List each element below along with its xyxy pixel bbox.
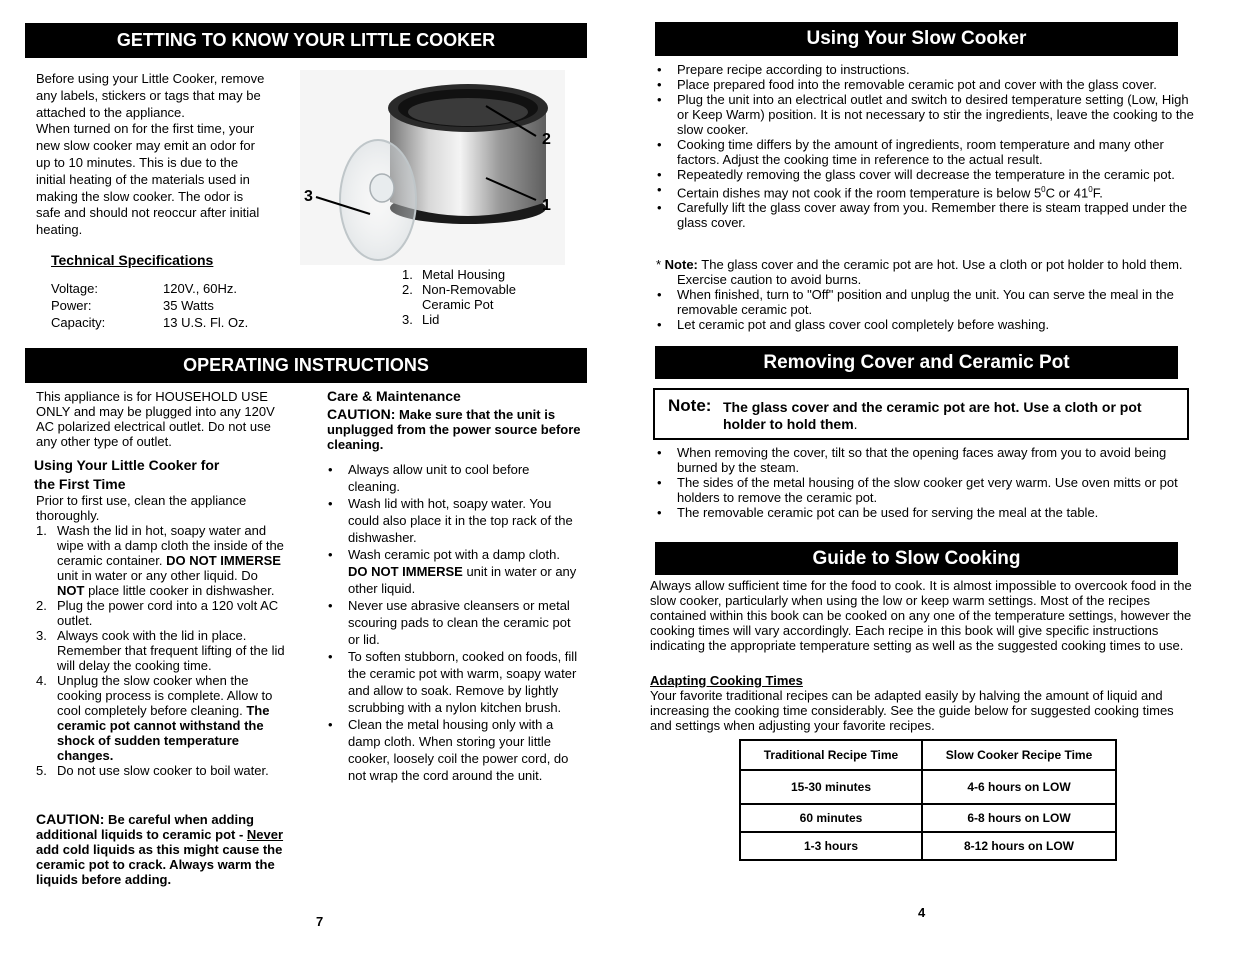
parts-list: 1. Metal Housing 2. Non-Removable Ceramic Pot 3. Lid [402,267,516,327]
list-item: • Wash lid with hot, soapy water. You could also place it in the top rack of the dishwasher. [326,495,582,546]
header-guide-slow-cooking: Guide to Slow Cooking [655,542,1178,575]
header-operating-instructions: OPERATING INSTRUCTIONS [25,348,587,383]
tech-spec-title: Technical Specifications [51,252,214,268]
table-cell: 6-8 hours on LOW [922,804,1116,832]
list-item: • Let ceramic pot and glass cover cool completely before washing. [655,317,1200,332]
adapting-text: Your favorite traditional recipes can be adapted easily by halving the amount of liquid and increasing the cooking time considerably. See the guide below for suggested cooking times and settings when adjusting your favorite recipes. [650,688,1174,733]
list-item: • Certain dishes may not cook if the room temperature is below $5^0C$ or $41^0F$. [655,182,1200,200]
care-title: Care & Maintenance [327,388,461,404]
slow-cooker-illustration [300,70,565,265]
callout-2: 2 [542,131,551,148]
table-header: Traditional Recipe Time [740,740,922,770]
table-cell: 4-6 hours on LOW [922,770,1116,804]
using-list [655,62,1200,230]
list-item: • When removing the cover, tilt so that the opening faces away from you to avoid being burned by the steam. [655,445,1195,475]
table-cell: 1-3 hours [740,832,922,860]
list-item: • The sides of the metal housing of the slow cooker get very warm. Use oven mitts or pot holders to remove the ceramic pot. [655,475,1195,505]
table-row [740,832,1116,860]
list-item: • Repeatedly removing the glass cover will decrease the temperature in the ceramic pot. [655,167,1200,182]
using-list-end [655,287,1200,332]
list-item: • To soften stubborn, cooked on foods, fill the ceramic pot with warm, soapy water and allow to soak. Remove by lightly scrubbing with a nylon kitchen brush. [326,648,582,716]
table-cell: 60 minutes [740,804,922,832]
list-item: • Prepare recipe according to instructions. [655,62,1200,77]
cooking-times-table [739,739,1117,861]
list-item: • Plug the unit into an electrical outlet and switch to desired temperature setting (Low, High or Keep Warm) position. It is not necessary to stir the ingredients, leave the cooking to the slow cooker. [655,92,1200,137]
first-time-title: Using Your Little Cooker for the First Time [34,457,220,492]
list-item: • Never use abrasive cleansers or metal scouring pads to clean the ceramic pot or lid. [326,597,582,648]
caution-liquids: CAUTION: Be careful when adding additional liquids to ceramic pot - Never add cold liquids as this might cause the ceramic pot to crack. Always warm the liquids before adding. [36,811,284,887]
list-item: • Always allow unit to cool before cleaning. [326,461,582,495]
household-use-text: This appliance is for HOUSEHOLD USE ONLY and may be plugged into any 120V AC polarized electrical outlet. Do not use any other type of outlet. [36,389,275,449]
using-note: * Note: The glass cover and the ceramic pot are hot. Use a cloth or pot holder to hold them. Exercise caution to avoid burns. [656,257,1183,287]
note-text: The glass cover and the ceramic pot are hot. Use a cloth or pot holder to hold them. [723,399,1142,432]
care-list [326,461,582,784]
note-label: Note: [668,396,712,415]
table-row [740,804,1116,832]
callout-3: 3 [304,188,313,205]
header-using-slow-cooker: Using Your Slow Cooker [655,22,1178,56]
list-item: • The removable ceramic pot can be used for serving the meal at the table. [655,505,1195,520]
list-item: • Wash ceramic pot with a damp cloth. DO NOT IMMERSE unit in water or any other liquid. [326,546,582,597]
adapting-title: Adapting Cooking Times [650,673,803,688]
callout-1: 1 [542,197,551,214]
tech-specs: Voltage: 120V., 60Hz. Power: 35 Watts Capacity: 13 U.S. Fl. Oz. [51,281,249,330]
guide-text: Always allow sufficient time for the food to cook. It is almost impossible to overcook food in the slow cooker, particularly when using the low or keep warm settings. Most of the recipes contained within this book can be cooked on any one of the temperature settings, however the cooking times will vary accordingly. Each recipe in this book will give specific instructions indicating the appropriate temperature setting as well as the suggested cooking times to use. [650,578,1192,653]
first-time-steps: 1. Wash the lid in hot, soapy water and wipe with a damp cloth the inside of the ceramic container. DO NOT IMMERSE unit in water or any other liquid. Do NOT place little cooker in dishwasher. 2. Plug the power cord into a 120 volt AC outlet. 3. Always cook with the lid in place. Remember that frequent lifting of the lid will delay the cooking time. 4. Unplug the slow cooker when the cooking process is complete. Allow to cool completely before cleaning. The ceramic pot cannot withstand the shock of sudden temperature changes. 5. Do not use slow cooker to boil water. [36,523,285,778]
table-header: Slow Cooker Recipe Time [922,740,1116,770]
list-item: • When finished, turn to "Off" position and unplug the unit. You can serve the meal in the removable ceramic pot. [655,287,1200,317]
first-time-intro: Prior to first use, clean the appliance thoroughly. [36,493,247,523]
header-getting-to-know: GETTING TO KNOW YOUR LITTLE COOKER [25,23,587,58]
table-header-row [740,740,1116,770]
care-caution: CAUTION: Make sure that the unit is unplugged from the power source before cleaning. [327,406,581,452]
list-item: • Carefully lift the glass cover away from you. Remember there is steam trapped under the glass cover. [655,200,1200,230]
table-cell: 15-30 minutes [740,770,922,804]
table-cell: 8-12 hours on LOW [922,832,1116,860]
list-item: • Clean the metal housing only with a damp cloth. When storing your little cooker, loosely coil the power cord, do not wrap the cord around the unit. [326,716,582,784]
page-number-left: 7 [316,914,324,929]
intro-text: Before using your Little Cooker, remove any labels, stickers or tags that may be attached to the appliance. When turned on for the first time, your new slow cooker may emit an odor for up to 10 minutes. This is due to the initial heating of the materials used in making the slow cooker. The odor is safe and should not reoccur after initial heating. [36,71,265,238]
page-number-right: 4 [918,905,926,920]
list-item: • Place prepared food into the removable ceramic pot and cover with the glass cover. [655,77,1200,92]
header-removing-cover: Removing Cover and Ceramic Pot [655,346,1178,379]
list-item: • Cooking time differs by the amount of ingredients, room temperature and many other factors. Adjust the cooking time in reference to the actual result. [655,137,1200,167]
removing-list [655,445,1195,520]
hot-note-box [653,388,1189,440]
table-row [740,770,1116,804]
